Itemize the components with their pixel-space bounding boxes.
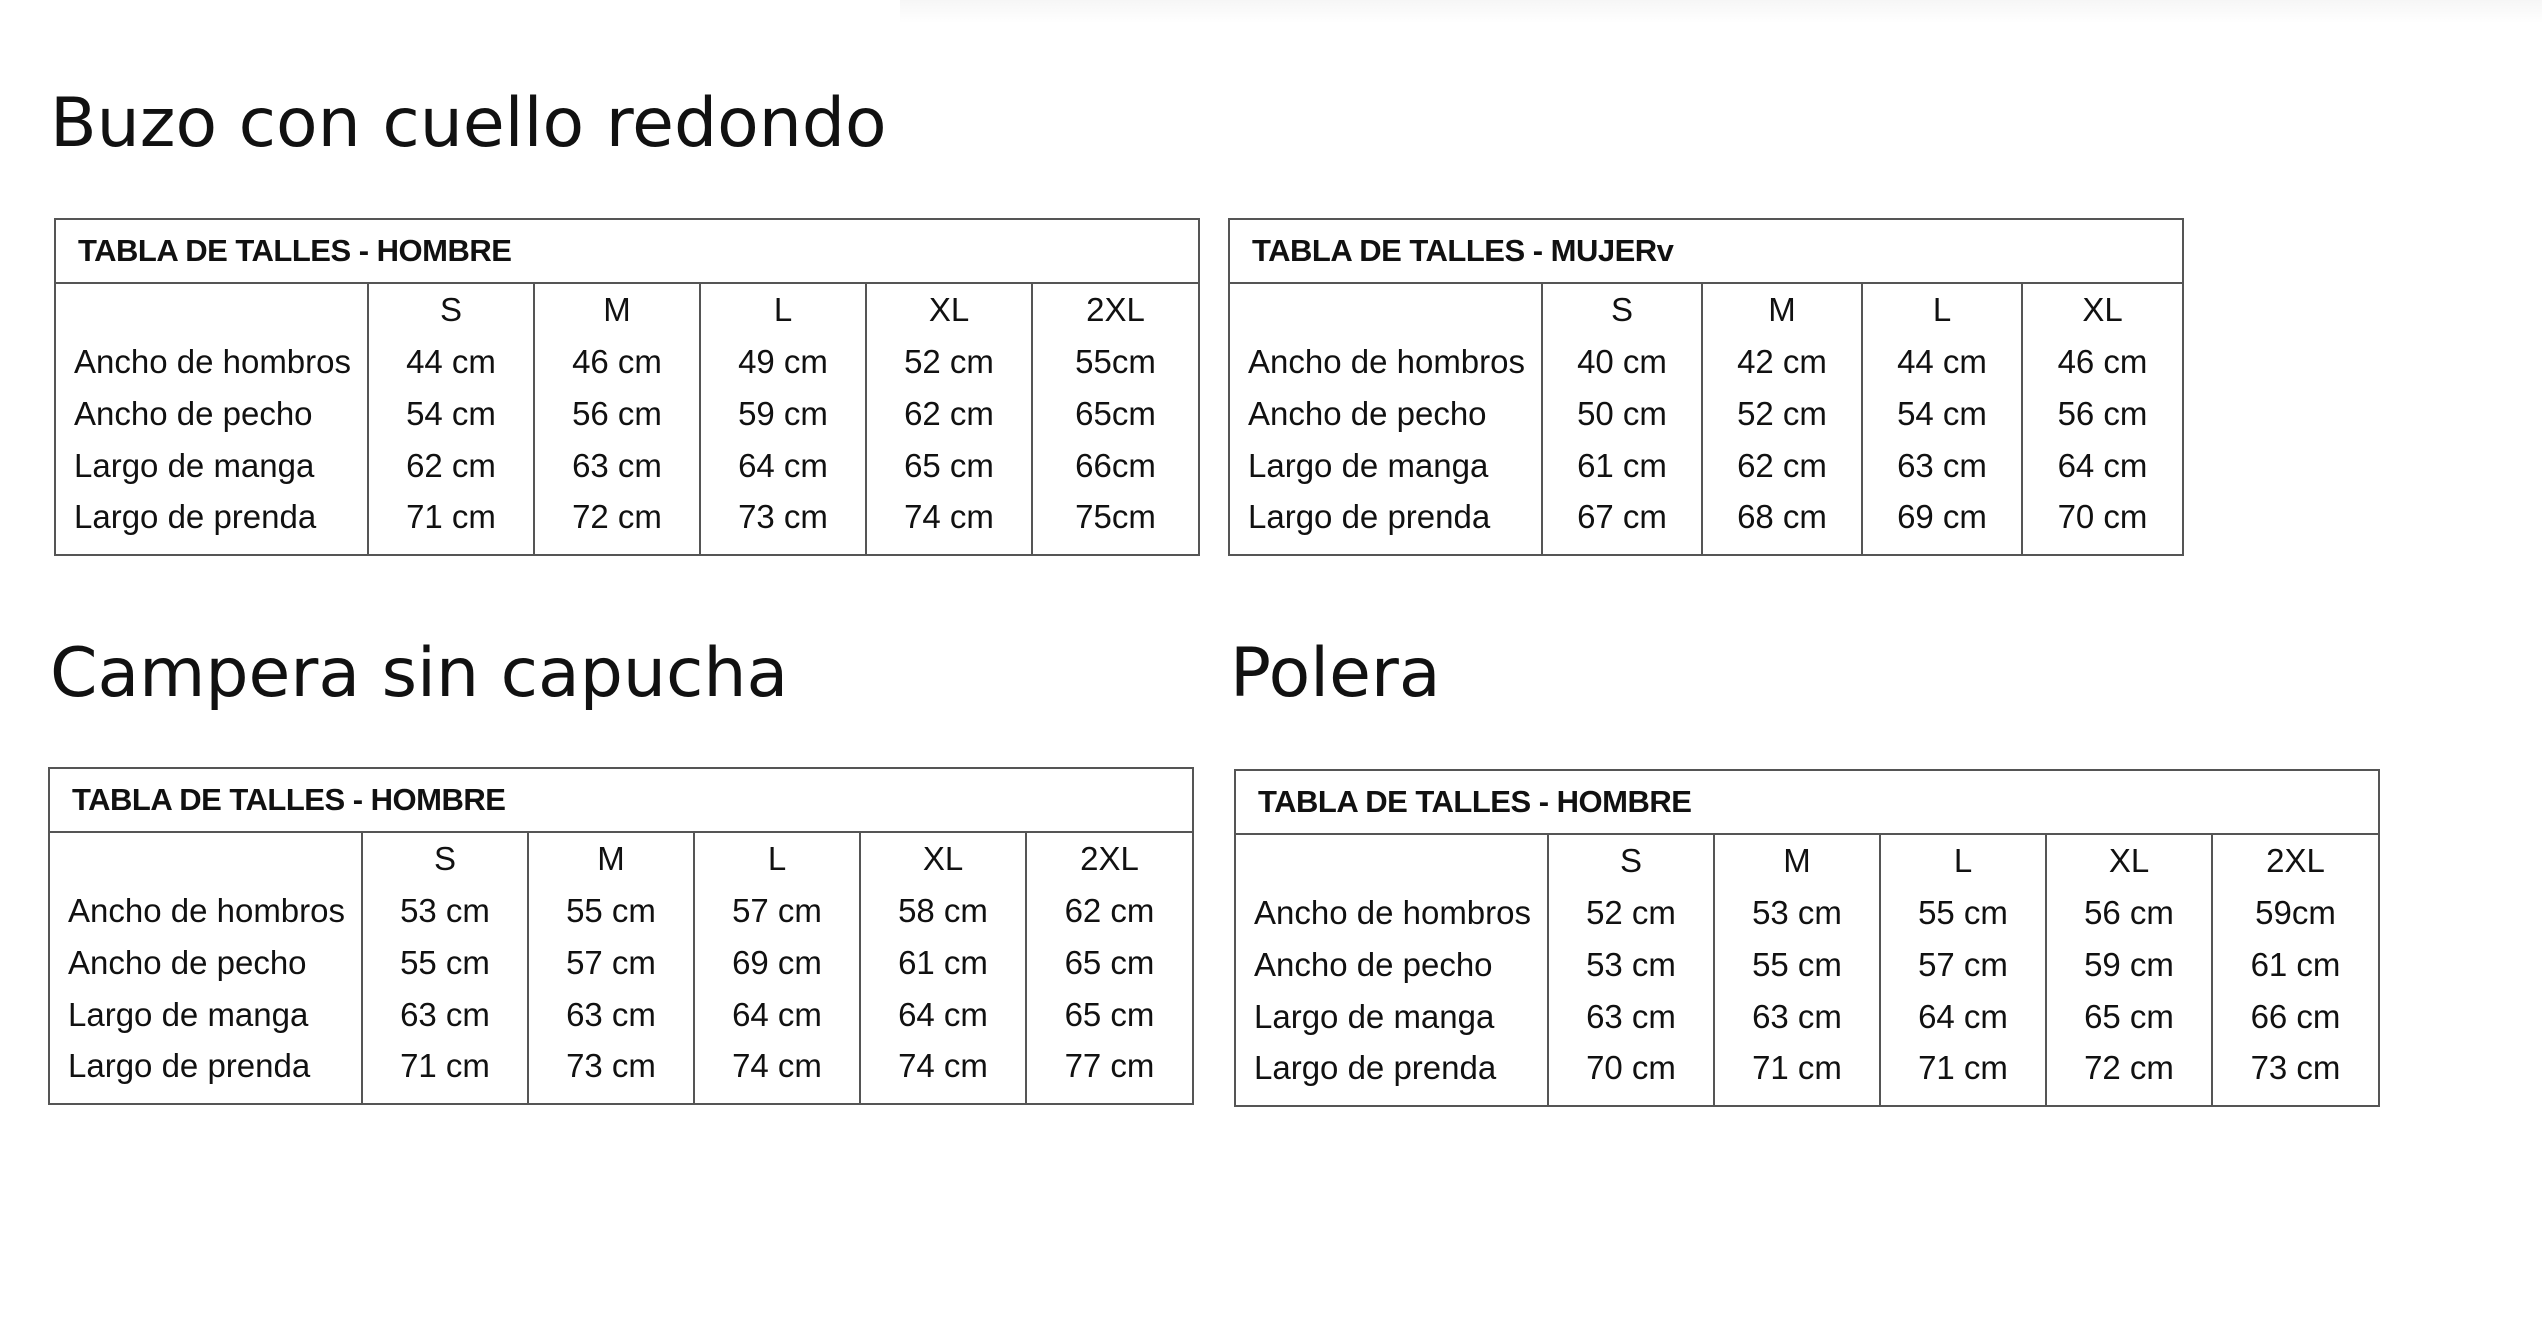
measurement-value: 53 cm — [1548, 939, 1714, 991]
table-row — [56, 492, 1198, 554]
measurement-value: 71 cm — [1880, 1043, 2046, 1105]
measurement-value: 65cm — [1032, 388, 1198, 440]
table-row — [50, 885, 1192, 937]
size-header-cell: M — [534, 283, 700, 336]
measurement-value: 69 cm — [1862, 492, 2022, 554]
measurement-value: 72 cm — [534, 492, 700, 554]
measurement-value: 67 cm — [1542, 492, 1702, 554]
measurement-value: 59 cm — [700, 388, 866, 440]
measurement-value: 54 cm — [368, 388, 534, 440]
measurement-value: 50 cm — [1542, 388, 1702, 440]
measurement-value: 53 cm — [1714, 887, 1880, 939]
size-header-cell: 2XL — [1032, 283, 1198, 336]
table-row — [1230, 492, 2182, 554]
measurement-value: 52 cm — [1548, 887, 1714, 939]
size-header-cell: L — [1880, 834, 2046, 887]
table-row — [56, 388, 1198, 440]
size-header-cell: M — [528, 832, 694, 885]
measurement-value: 63 cm — [1714, 991, 1880, 1043]
size-header-cell: M — [1714, 834, 1880, 887]
measurement-value: 65 cm — [2046, 991, 2212, 1043]
empty-corner-cell — [50, 832, 362, 885]
measurement-label: Ancho de pecho — [1254, 946, 1493, 983]
measurement-label: Largo de prenda — [1248, 498, 1491, 535]
top-shadow — [900, 0, 2542, 24]
measurement-label: Ancho de hombros — [1248, 343, 1526, 380]
size-header-cell: S — [368, 283, 534, 336]
table-row — [1236, 991, 2378, 1043]
measurement-value: 62 cm — [1026, 885, 1192, 937]
measurement-value: 70 cm — [1548, 1043, 1714, 1105]
measurement-value: 64 cm — [694, 989, 860, 1041]
measurement-label: Ancho de hombros — [1254, 894, 1532, 931]
table-row — [1230, 440, 2182, 492]
measurement-value: 63 cm — [528, 989, 694, 1041]
empty-corner-cell — [1230, 283, 1542, 336]
size-table-grid — [50, 769, 1192, 1103]
size-table-campera-hombre — [48, 767, 1194, 1105]
measurement-value: 49 cm — [700, 336, 866, 388]
table-row — [1236, 1043, 2378, 1105]
section-title-buzo: Buzo con cuello redondo — [50, 84, 887, 163]
measurement-value: 65 cm — [1026, 989, 1192, 1041]
measurement-value: 68 cm — [1702, 492, 1862, 554]
measurement-value: 77 cm — [1026, 1041, 1192, 1103]
size-header-cell: XL — [2046, 834, 2212, 887]
table-caption: TABLA DE TALLES - MUJERv — [1230, 220, 2182, 283]
measurement-value: 70 cm — [2022, 492, 2182, 554]
measurement-value: 56 cm — [2022, 388, 2182, 440]
size-table-grid — [1230, 220, 2182, 554]
measurement-value: 40 cm — [1542, 336, 1702, 388]
table-row — [1230, 336, 2182, 388]
size-header-cell: L — [1862, 283, 2022, 336]
size-header-cell: S — [362, 832, 528, 885]
measurement-label: Ancho de pecho — [74, 395, 313, 432]
size-header-cell: L — [700, 283, 866, 336]
size-header-cell: L — [694, 832, 860, 885]
measurement-value: 46 cm — [534, 336, 700, 388]
size-table-buzo-mujer — [1228, 218, 2184, 556]
table-row — [1236, 887, 2378, 939]
table-caption: TABLA DE TALLES - HOMBRE — [50, 769, 1192, 832]
measurement-value: 58 cm — [860, 885, 1026, 937]
size-header-cell: S — [1548, 834, 1714, 887]
measurement-label: Ancho de pecho — [68, 944, 307, 981]
table-row — [56, 440, 1198, 492]
size-header-row — [1236, 834, 2378, 887]
measurement-value: 44 cm — [368, 336, 534, 388]
size-header-cell: XL — [2022, 283, 2182, 336]
size-header-row — [50, 832, 1192, 885]
measurement-value: 46 cm — [2022, 336, 2182, 388]
table-row — [50, 989, 1192, 1041]
section-title-polera: Polera — [1230, 634, 1441, 713]
measurement-value: 54 cm — [1862, 388, 2022, 440]
measurement-value: 66 cm — [2212, 991, 2378, 1043]
measurement-value: 59cm — [2212, 887, 2378, 939]
measurement-value: 61 cm — [860, 937, 1026, 989]
measurement-value: 64 cm — [860, 989, 1026, 1041]
table-row — [1230, 388, 2182, 440]
table-caption: TABLA DE TALLES - HOMBRE — [1236, 771, 2378, 834]
measurement-value: 61 cm — [2212, 939, 2378, 991]
measurement-value: 57 cm — [1880, 939, 2046, 991]
size-header-cell: M — [1702, 283, 1862, 336]
measurement-label: Largo de prenda — [68, 1047, 311, 1084]
size-header-row — [56, 283, 1198, 336]
table-row — [1236, 939, 2378, 991]
size-header-cell: 2XL — [1026, 832, 1192, 885]
size-header-cell: XL — [866, 283, 1032, 336]
measurement-value: 75cm — [1032, 492, 1198, 554]
table-caption: TABLA DE TALLES - HOMBRE — [56, 220, 1198, 283]
size-table-grid — [56, 220, 1198, 554]
measurement-value: 64 cm — [700, 440, 866, 492]
measurement-value: 42 cm — [1702, 336, 1862, 388]
measurement-value: 66cm — [1032, 440, 1198, 492]
measurement-value: 62 cm — [1702, 440, 1862, 492]
measurement-value: 52 cm — [866, 336, 1032, 388]
measurement-value: 55 cm — [1714, 939, 1880, 991]
measurement-value: 64 cm — [2022, 440, 2182, 492]
measurement-value: 44 cm — [1862, 336, 2022, 388]
size-table-buzo-hombre — [54, 218, 1200, 556]
measurement-value: 73 cm — [700, 492, 866, 554]
measurement-value: 73 cm — [2212, 1043, 2378, 1105]
measurement-value: 53 cm — [362, 885, 528, 937]
table-row — [56, 336, 1198, 388]
section-title-campera: Campera sin capucha — [50, 634, 789, 713]
measurement-label: Ancho de hombros — [68, 892, 346, 929]
measurement-label: Ancho de hombros — [74, 343, 352, 380]
measurement-label: Largo de prenda — [74, 498, 317, 535]
measurement-value: 64 cm — [1880, 991, 2046, 1043]
measurement-value: 71 cm — [1714, 1043, 1880, 1105]
measurement-value: 57 cm — [528, 937, 694, 989]
measurement-value: 63 cm — [1862, 440, 2022, 492]
measurement-value: 74 cm — [694, 1041, 860, 1103]
measurement-value: 55cm — [1032, 336, 1198, 388]
measurement-label: Largo de manga — [1248, 447, 1489, 484]
measurement-value: 57 cm — [694, 885, 860, 937]
measurement-label: Ancho de pecho — [1248, 395, 1487, 432]
measurement-label: Largo de manga — [74, 447, 315, 484]
table-row — [50, 1041, 1192, 1103]
size-table-grid — [1236, 771, 2378, 1105]
measurement-value: 62 cm — [866, 388, 1032, 440]
measurement-value: 65 cm — [1026, 937, 1192, 989]
measurement-value: 56 cm — [2046, 887, 2212, 939]
measurement-label: Largo de manga — [68, 996, 309, 1033]
measurement-value: 55 cm — [528, 885, 694, 937]
empty-corner-cell — [1236, 834, 1548, 887]
size-header-cell: XL — [860, 832, 1026, 885]
measurement-value: 71 cm — [362, 1041, 528, 1103]
measurement-label: Largo de prenda — [1254, 1049, 1497, 1086]
measurement-value: 63 cm — [362, 989, 528, 1041]
measurement-value: 63 cm — [1548, 991, 1714, 1043]
size-header-cell: S — [1542, 283, 1702, 336]
size-table-polera-hombre — [1234, 769, 2380, 1107]
measurement-value: 62 cm — [368, 440, 534, 492]
measurement-value: 65 cm — [866, 440, 1032, 492]
measurement-value: 52 cm — [1702, 388, 1862, 440]
size-header-row — [1230, 283, 2182, 336]
measurement-value: 63 cm — [534, 440, 700, 492]
measurement-value: 72 cm — [2046, 1043, 2212, 1105]
measurement-value: 74 cm — [866, 492, 1032, 554]
measurement-value: 69 cm — [694, 937, 860, 989]
measurement-value: 59 cm — [2046, 939, 2212, 991]
measurement-value: 74 cm — [860, 1041, 1026, 1103]
measurement-value: 56 cm — [534, 388, 700, 440]
measurement-label: Largo de manga — [1254, 998, 1495, 1035]
measurement-value: 71 cm — [368, 492, 534, 554]
measurement-value: 55 cm — [1880, 887, 2046, 939]
table-row — [50, 937, 1192, 989]
size-header-cell: 2XL — [2212, 834, 2378, 887]
empty-corner-cell — [56, 283, 368, 336]
measurement-value: 73 cm — [528, 1041, 694, 1103]
measurement-value: 61 cm — [1542, 440, 1702, 492]
measurement-value: 55 cm — [362, 937, 528, 989]
